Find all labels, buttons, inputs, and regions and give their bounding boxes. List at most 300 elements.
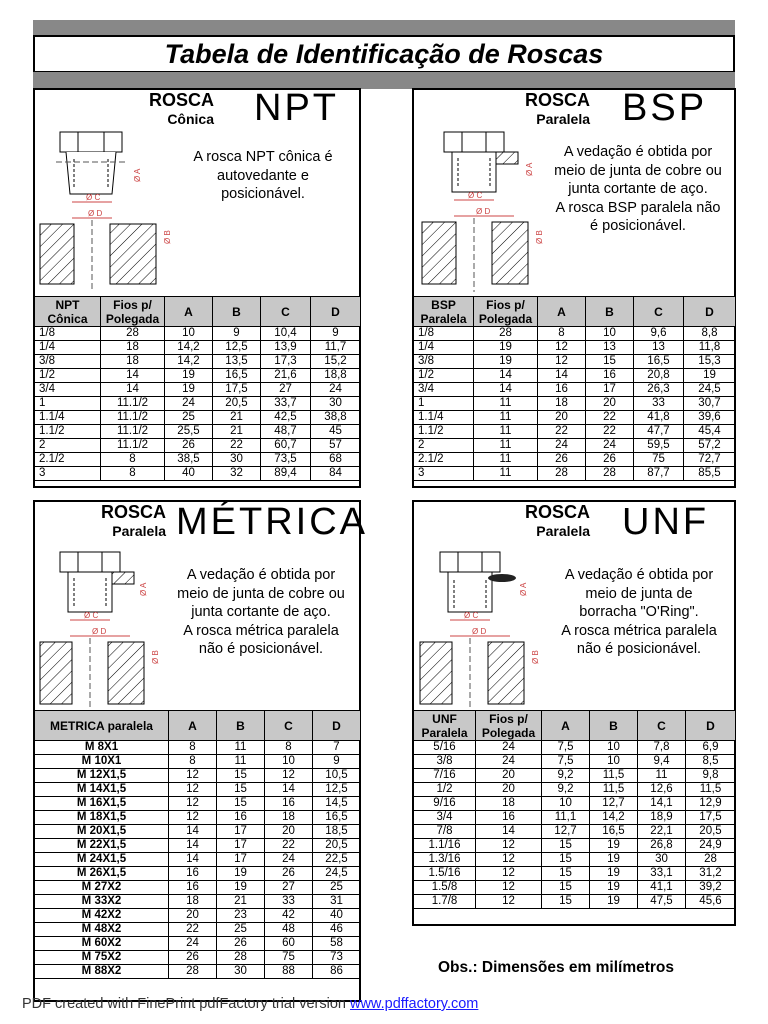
table-cell: 3/4: [414, 811, 476, 825]
table-cell: 24: [265, 853, 313, 867]
table-cell: 11.1/2: [101, 411, 165, 425]
table-cell: 58: [313, 937, 361, 951]
metrica-rosca-label: ROSCA Paralela: [100, 502, 166, 539]
table-cell: 25: [165, 411, 213, 425]
npt-fitting-diagram: [38, 124, 178, 294]
table-cell: 21,6: [261, 369, 311, 383]
table-cell: 15: [217, 797, 265, 811]
npt-rosca-label: ROSCA Cônica: [148, 90, 214, 127]
table-cell: 40: [165, 467, 213, 481]
table-row: [35, 951, 361, 965]
table-cell: 9,8: [686, 769, 736, 783]
table-cell: 1/8: [414, 327, 474, 341]
bsp-header-b: B: [586, 297, 634, 327]
table-cell: 24: [165, 397, 213, 411]
table-cell: 14: [101, 383, 165, 397]
table-cell: 20,5: [213, 397, 261, 411]
table-cell: 18,8: [311, 369, 361, 383]
table-cell: M 42X2: [35, 909, 169, 923]
table-row: [35, 965, 361, 979]
metrica-header-c: C: [265, 711, 313, 741]
svg-text:Ø B: Ø B: [151, 650, 160, 664]
table-cell: 16: [265, 797, 313, 811]
npt-header-a: A: [165, 297, 213, 327]
table-cell: 20: [169, 909, 217, 923]
table-cell: 24,9: [686, 839, 736, 853]
table-cell: 41,8: [634, 411, 684, 425]
table-cell: 15: [217, 783, 265, 797]
footer-link[interactable]: www.pdffactory.com: [349, 996, 479, 1012]
table-row: [35, 811, 361, 825]
npt-name: NPT: [254, 87, 339, 129]
table-cell: 8,5: [686, 755, 736, 769]
table-row: [35, 453, 361, 467]
table-row: [414, 453, 736, 467]
table-cell: 16: [586, 369, 634, 383]
table-cell: 20: [476, 769, 542, 783]
table-cell: 28: [586, 467, 634, 481]
table-row: [35, 853, 361, 867]
bsp-name: BSP: [622, 87, 708, 129]
table-cell: 42,5: [261, 411, 311, 425]
footer-text: PDF created with FinePrint pdfFactory trial version: [22, 996, 350, 1012]
metrica-header-type: METRICA paralela: [35, 711, 169, 741]
npt-header-b: B: [213, 297, 261, 327]
table-row: [35, 467, 361, 481]
unf-fitting-diagram: [418, 546, 548, 710]
table-cell: 28: [169, 965, 217, 979]
table-cell: 47,5: [638, 895, 686, 909]
table-cell: 9/16: [414, 797, 476, 811]
unf-header-d: D: [686, 711, 736, 741]
table-cell: 16: [169, 867, 217, 881]
table-cell: M 26X1,5: [35, 867, 169, 881]
table-row: [414, 327, 736, 341]
table-cell: 60,7: [261, 439, 311, 453]
table-cell: 12: [169, 769, 217, 783]
table-row: [414, 397, 736, 411]
table-cell: 9,2: [542, 783, 590, 797]
npt-header-d: D: [311, 297, 361, 327]
table-cell: 22: [169, 923, 217, 937]
unf-header-c: C: [638, 711, 686, 741]
table-cell: 16,5: [313, 811, 361, 825]
table-cell: 9: [213, 327, 261, 341]
table-row: [35, 909, 361, 923]
table-cell: 1.3/16: [414, 853, 476, 867]
table-cell: 6,9: [686, 741, 736, 755]
table-cell: 11.1/2: [101, 439, 165, 453]
svg-text:Ø B: Ø B: [163, 230, 172, 244]
table-row: [414, 867, 736, 881]
table-cell: 12: [476, 881, 542, 895]
table-cell: 22: [586, 411, 634, 425]
table-cell: 14: [265, 783, 313, 797]
table-cell: 3/4: [35, 383, 101, 397]
unf-header-a: A: [542, 711, 590, 741]
table-cell: 39,2: [686, 881, 736, 895]
table-cell: 17: [586, 383, 634, 397]
table-cell: 15,2: [311, 355, 361, 369]
table-row: [35, 769, 361, 783]
svg-text:Ø A: Ø A: [519, 582, 528, 596]
table-cell: 16: [217, 811, 265, 825]
table-cell: 12,5: [213, 341, 261, 355]
table-cell: 19: [590, 867, 638, 881]
metrica-description: A vedação é obtida por meio de junta de cobre ou junta cortante de aço. A rosca métrica paralela não é posicionável.: [177, 567, 345, 657]
table-cell: 86: [313, 965, 361, 979]
table-cell: 14,2: [165, 341, 213, 355]
table-cell: 26: [586, 453, 634, 467]
table-cell: 11: [638, 769, 686, 783]
table-cell: 20,8: [634, 369, 684, 383]
table-row: [414, 741, 736, 755]
npt-table: [34, 296, 361, 481]
svg-text:Ø B: Ø B: [535, 230, 544, 244]
table-cell: 41,1: [638, 881, 686, 895]
table-cell: 15: [586, 355, 634, 369]
table-cell: 19: [590, 881, 638, 895]
table-cell: M 18X1,5: [35, 811, 169, 825]
table-cell: 3: [414, 467, 474, 481]
table-cell: 85,5: [684, 467, 736, 481]
table-row: [414, 341, 736, 355]
table-cell: 38,8: [311, 411, 361, 425]
table-cell: 9,2: [542, 769, 590, 783]
table-cell: 8: [538, 327, 586, 341]
svg-text:Ø A: Ø A: [139, 582, 148, 596]
table-cell: 22: [538, 425, 586, 439]
table-cell: 1.5/16: [414, 867, 476, 881]
table-cell: 15: [542, 853, 590, 867]
table-cell: 13: [634, 341, 684, 355]
table-cell: 16: [476, 811, 542, 825]
table-cell: 14: [476, 825, 542, 839]
table-row: [35, 341, 361, 355]
table-cell: 12,7: [542, 825, 590, 839]
table-row: [414, 783, 736, 797]
table-cell: 72,7: [684, 453, 736, 467]
table-row: [35, 783, 361, 797]
table-cell: 2.1/2: [35, 453, 101, 467]
table-cell: 46: [313, 923, 361, 937]
table-cell: 17: [217, 853, 265, 867]
table-cell: 9,6: [634, 327, 684, 341]
table-cell: 60: [265, 937, 313, 951]
table-cell: 88: [265, 965, 313, 979]
table-cell: 18: [538, 397, 586, 411]
bsp-header-d: D: [684, 297, 736, 327]
table-cell: 12: [265, 769, 313, 783]
table-cell: 14: [169, 839, 217, 853]
table-row: [414, 797, 736, 811]
table-cell: 1: [35, 397, 101, 411]
table-cell: 8: [101, 453, 165, 467]
table-cell: 2: [414, 439, 474, 453]
table-cell: 16: [169, 881, 217, 895]
table-cell: 1/8: [35, 327, 101, 341]
table-cell: 9,4: [638, 755, 686, 769]
table-cell: 57: [311, 439, 361, 453]
table-cell: 17: [217, 825, 265, 839]
table-cell: 30: [311, 397, 361, 411]
unf-header-type: UNF Paralela: [414, 711, 476, 741]
table-cell: 22: [213, 439, 261, 453]
table-cell: 28: [474, 327, 538, 341]
page-title: Tabela de Identificação de Roscas: [164, 39, 604, 69]
table-cell: 18: [101, 355, 165, 369]
table-row: [35, 825, 361, 839]
table-cell: 22,5: [313, 853, 361, 867]
table-cell: 23: [217, 909, 265, 923]
table-cell: 15: [542, 839, 590, 853]
table-row: [35, 937, 361, 951]
table-cell: 12: [476, 867, 542, 881]
table-cell: 17,3: [261, 355, 311, 369]
metrica-header-d: D: [313, 711, 361, 741]
table-row: [35, 327, 361, 341]
table-cell: 42: [265, 909, 313, 923]
table-cell: 26,8: [638, 839, 686, 853]
svg-text:Ø D: Ø D: [92, 627, 107, 636]
table-cell: 12: [476, 839, 542, 853]
table-cell: 24: [476, 755, 542, 769]
table-row: [35, 397, 361, 411]
table-cell: 33,1: [638, 867, 686, 881]
table-cell: 89,4: [261, 467, 311, 481]
table-row: [35, 369, 361, 383]
table-cell: 84: [311, 467, 361, 481]
table-cell: 11,1: [542, 811, 590, 825]
table-cell: 27: [261, 383, 311, 397]
table-cell: 8: [265, 741, 313, 755]
table-cell: 16,5: [590, 825, 638, 839]
table-cell: 24: [311, 383, 361, 397]
table-row: [35, 797, 361, 811]
table-cell: 11: [474, 439, 538, 453]
table-cell: 16,5: [213, 369, 261, 383]
table-cell: 38,5: [165, 453, 213, 467]
table-cell: 10: [590, 741, 638, 755]
table-cell: 14: [474, 383, 538, 397]
pdf-footer: [22, 996, 478, 1012]
table-cell: 73: [313, 951, 361, 965]
table-cell: 15: [217, 769, 265, 783]
table-cell: 31,2: [686, 867, 736, 881]
table-cell: 24: [538, 439, 586, 453]
table-cell: 3/4: [414, 383, 474, 397]
svg-text:Ø D: Ø D: [472, 627, 487, 636]
table-cell: M 48X2: [35, 923, 169, 937]
table-cell: 20: [476, 783, 542, 797]
table-cell: 19: [165, 369, 213, 383]
table-cell: 19: [217, 867, 265, 881]
table-row: [35, 355, 361, 369]
table-cell: 28: [538, 467, 586, 481]
table-cell: 33,7: [261, 397, 311, 411]
table-cell: 30: [217, 965, 265, 979]
table-cell: 57,2: [684, 439, 736, 453]
table-row: [35, 411, 361, 425]
table-row: [414, 881, 736, 895]
table-cell: 22: [265, 839, 313, 853]
table-cell: 26: [169, 951, 217, 965]
svg-text:Ø A: Ø A: [525, 162, 534, 176]
unf-table: [413, 710, 736, 909]
table-cell: 26,3: [634, 383, 684, 397]
table-cell: 30,7: [684, 397, 736, 411]
table-cell: 12,7: [590, 797, 638, 811]
table-cell: 24: [169, 937, 217, 951]
table-row: [414, 439, 736, 453]
table-cell: 26: [538, 453, 586, 467]
table-cell: 1.1/16: [414, 839, 476, 853]
table-cell: 25: [313, 881, 361, 895]
table-cell: 19: [684, 369, 736, 383]
svg-text:Ø C: Ø C: [464, 611, 479, 620]
table-cell: 33: [265, 895, 313, 909]
table-row: [414, 825, 736, 839]
table-cell: 10: [265, 755, 313, 769]
table-cell: 14: [474, 369, 538, 383]
table-cell: M 14X1,5: [35, 783, 169, 797]
bsp-table: [413, 296, 736, 481]
table-cell: 24: [586, 439, 634, 453]
table-cell: 19: [590, 853, 638, 867]
table-row: [414, 755, 736, 769]
table-cell: M 88X2: [35, 965, 169, 979]
table-cell: 14: [169, 853, 217, 867]
table-cell: 87,7: [634, 467, 684, 481]
table-cell: 13,5: [213, 355, 261, 369]
table-cell: 11: [474, 425, 538, 439]
table-row: [35, 923, 361, 937]
table-cell: 28: [686, 853, 736, 867]
table-row: [414, 811, 736, 825]
table-cell: 12: [169, 811, 217, 825]
table-cell: 17: [217, 839, 265, 853]
table-cell: 1/4: [35, 341, 101, 355]
bsp-rosca-label: ROSCA Paralela: [524, 90, 590, 127]
table-cell: 20: [586, 397, 634, 411]
table-cell: 18: [169, 895, 217, 909]
table-cell: 1/2: [414, 783, 476, 797]
svg-text:Ø B: Ø B: [531, 650, 540, 664]
table-row: [414, 769, 736, 783]
table-cell: M 10X1: [35, 755, 169, 769]
table-cell: 11: [217, 755, 265, 769]
table-cell: 19: [590, 895, 638, 909]
table-cell: 45,4: [684, 425, 736, 439]
table-cell: 7/16: [414, 769, 476, 783]
table-cell: M 12X1,5: [35, 769, 169, 783]
metrica-header-a: A: [169, 711, 217, 741]
table-cell: 15: [542, 881, 590, 895]
table-cell: 26: [165, 439, 213, 453]
table-cell: 73,5: [261, 453, 311, 467]
table-cell: 8: [169, 755, 217, 769]
table-cell: 17,5: [686, 811, 736, 825]
table-cell: 45: [311, 425, 361, 439]
table-cell: 9: [311, 327, 361, 341]
svg-text:Ø C: Ø C: [86, 193, 101, 202]
table-cell: M 75X2: [35, 951, 169, 965]
table-cell: 11,7: [311, 341, 361, 355]
table-cell: 7/8: [414, 825, 476, 839]
table-cell: 11,5: [590, 769, 638, 783]
table-cell: 1.1/4: [414, 411, 474, 425]
table-row: [414, 411, 736, 425]
table-cell: 12: [169, 797, 217, 811]
table-cell: 10: [590, 755, 638, 769]
table-cell: 11.1/2: [101, 397, 165, 411]
table-cell: 18,9: [638, 811, 686, 825]
table-cell: 26: [265, 867, 313, 881]
table-cell: 16: [538, 383, 586, 397]
table-cell: 12: [538, 355, 586, 369]
npt-header-tpi: Fios p/ Polegada: [101, 297, 165, 327]
metrica-header-b: B: [217, 711, 265, 741]
table-cell: 21: [217, 895, 265, 909]
table-cell: 1.1/4: [35, 411, 101, 425]
table-cell: 19: [590, 839, 638, 853]
table-row: [414, 355, 736, 369]
table-cell: 19: [165, 383, 213, 397]
table-cell: 14,1: [638, 797, 686, 811]
bsp-fitting-diagram: [418, 124, 548, 294]
table-row: [414, 853, 736, 867]
table-cell: 33: [634, 397, 684, 411]
table-cell: 20: [538, 411, 586, 425]
table-cell: 15: [542, 895, 590, 909]
table-row: [414, 839, 736, 853]
table-cell: 11.1/2: [101, 425, 165, 439]
table-cell: M 8X1: [35, 741, 169, 755]
table-cell: 13,9: [261, 341, 311, 355]
table-cell: 75: [634, 453, 684, 467]
table-cell: 1: [414, 397, 474, 411]
bsp-header-c: C: [634, 297, 684, 327]
table-cell: 7,5: [542, 755, 590, 769]
table-cell: 24,5: [313, 867, 361, 881]
table-cell: 32: [213, 467, 261, 481]
unf-name: UNF: [622, 501, 710, 543]
table-cell: 14,2: [590, 811, 638, 825]
table-cell: 11: [474, 467, 538, 481]
table-cell: 2: [35, 439, 101, 453]
table-cell: 30: [638, 853, 686, 867]
table-cell: 7,8: [638, 741, 686, 755]
npt-header-type: NPT Cônica: [35, 297, 101, 327]
table-cell: 25,5: [165, 425, 213, 439]
table-cell: M 60X2: [35, 937, 169, 951]
table-cell: 10: [586, 327, 634, 341]
table-cell: 10,4: [261, 327, 311, 341]
table-cell: 45,6: [686, 895, 736, 909]
metrica-table: [34, 710, 361, 979]
table-cell: 12: [169, 783, 217, 797]
table-cell: 8: [101, 467, 165, 481]
table-cell: 26: [217, 937, 265, 951]
table-cell: 14,5: [313, 797, 361, 811]
svg-text:Ø C: Ø C: [468, 191, 483, 200]
table-row: [35, 383, 361, 397]
table-cell: 2.1/2: [414, 453, 474, 467]
table-cell: 18: [265, 811, 313, 825]
table-cell: 11: [474, 411, 538, 425]
table-cell: 75: [265, 951, 313, 965]
table-cell: 59,5: [634, 439, 684, 453]
